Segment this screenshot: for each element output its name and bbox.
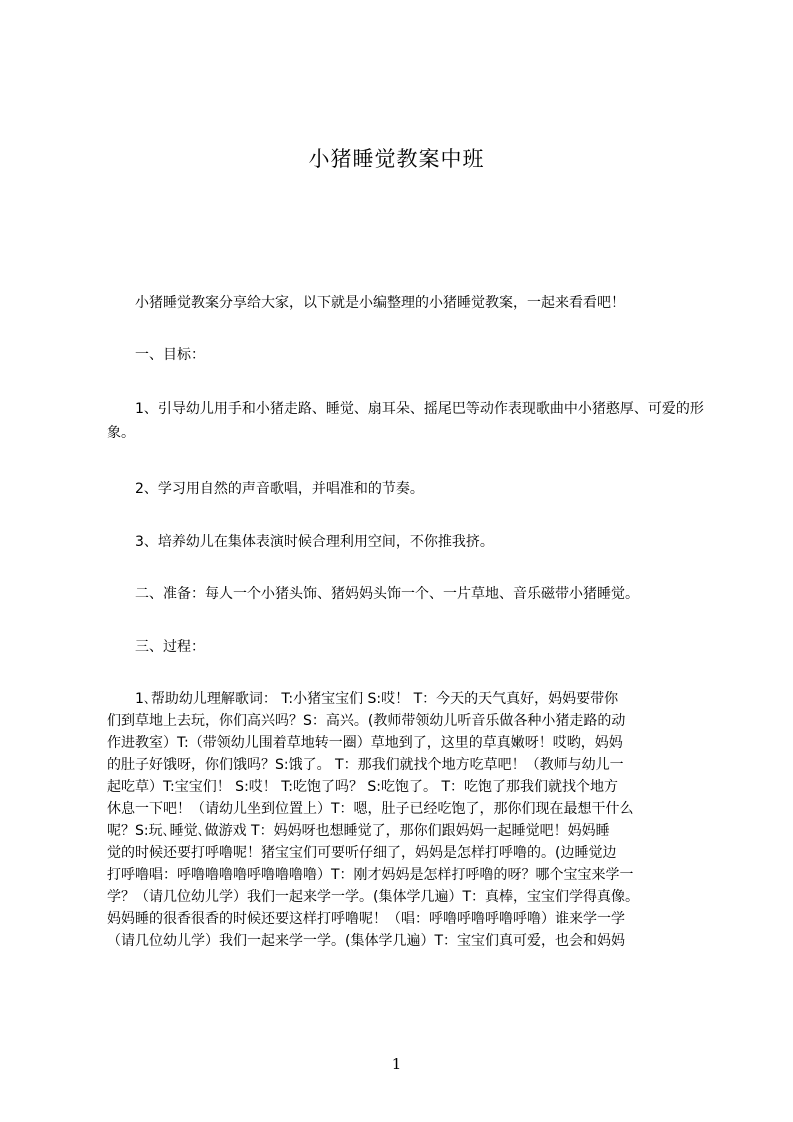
process-line: 起吃草）T:宝宝们！ S:哎！ T:吃饱了吗？ S:吃饱了。 T：吃饱了那我们就找个地方 [107, 779, 619, 795]
section-heading-goals: 一、目标： [135, 347, 205, 363]
page-number: 1 [391, 1055, 402, 1073]
process-line: 打呼噜唱：呼噜噜噜噜呼噜噜噜噜）T：刚才妈妈是怎样打呼噜的呀？哪个宝宝来学一 [107, 867, 634, 883]
process-line: 觉的时候还要打呼噜呢！猪宝宝们可要听仔细了，妈妈是怎样打呼噜的。(边睡觉边 [107, 845, 617, 861]
goal-item-2: 2、学习用自然的声音歌唱，并唱准和的节奏。 [135, 481, 424, 497]
goal-item-1: 1、引导幼儿用手和小猪走路、睡觉、扇耳朵、摇尾巴等动作表现歌曲中小猪憨厚、可爱的形象。 [107, 401, 704, 441]
section-heading-process: 三、过程： [135, 639, 205, 655]
process-line: 呢？S:玩､睡觉､做游戏 T：妈妈呀也想睡觉了，那你们跟妈妈一起睡觉吧！妈妈睡 [107, 823, 610, 839]
process-line: 学？（请几位幼儿学）我们一起来学一学。(集体学几遍）T：真棒，宝宝们学得真像。 [107, 889, 640, 905]
goal-item-3: 3、培养幼儿在集体表演时候合理利用空间，不你推我挤。 [135, 534, 494, 550]
process-paragraph [107, 688, 707, 952]
intro-paragraph: 小猪睡觉教案分享给大家，以下就是小编整理的小猪睡觉教案，一起来看看吧！ [135, 295, 625, 311]
process-line: 妈妈睡的很香很香的时候还要这样打呼噜呢！（唱：呼噜呼噜呼噜呼噜）谁来学一学 [107, 911, 625, 927]
process-line: 1､帮助幼儿理解歌词： T:小猪宝宝们 S:哎！ T：今天的天气真好，妈妈要带你 [135, 691, 619, 707]
process-line: 作进教室）T:（带领幼儿围着草地转一圈）草地到了，这里的草真嫩呀！哎哟，妈妈 [107, 735, 623, 751]
page-title: 小猪睡觉教案中班 [308, 147, 485, 171]
process-line: 的肚子好饿呀，你们饿吗？S:饿了。 T：那我们就找个地方吃草吧！（教师与幼儿一 [107, 757, 624, 773]
process-line: （请几位幼儿学）我们一起来学一学。(集体学几遍）T：宝宝们真可爱，也会和妈妈 [107, 933, 626, 949]
process-line: 们到草地上去玩，你们高兴吗？S：高兴。(教师带领幼儿听音乐做各种小猪走路的动 [107, 713, 626, 729]
section-preparation: 二、准备：每人一个小猪头饰、猪妈妈头饰一个、一片草地、音乐磁带小猪睡觉。 [135, 586, 639, 602]
process-line: 休息一下吧！（请幼儿坐到位置上）T：嗯，肚子已经吃饱了，那你们现在最想干什么 [107, 801, 634, 817]
